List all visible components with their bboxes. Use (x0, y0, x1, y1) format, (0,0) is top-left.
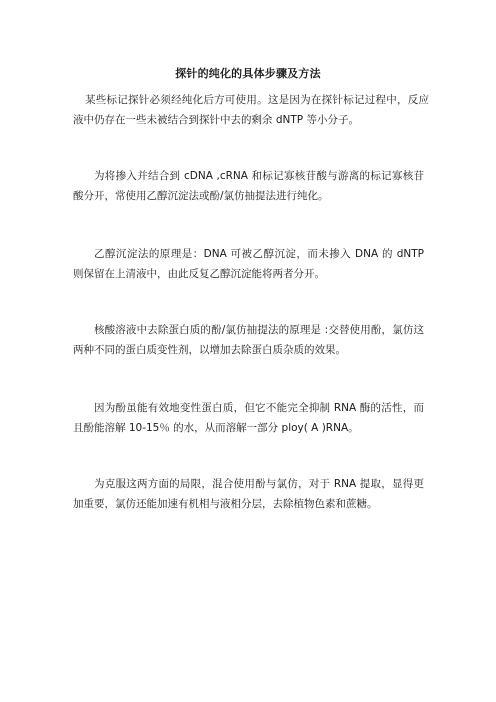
paragraph-6: 为克服这两方面的局限，混合使用酚与氯仿，对于 RNA 提取，显得更加重要，氯仿还能加速有机相与液相分层，去除植物色素和蔗糖。 (73, 478, 424, 510)
paragraph-1: 某些标记探针必须经纯化后方可使用。这是因为在探针标记过程中，反应液中仍存在一些未被结合到探针中去的剩余 dNTP 等小分子。 (73, 94, 429, 126)
paragraph-3: 乙醇沉淀法的原理是：DNA 可被乙醇沉淀，而未掺入 DNA 的 dNTP 则保留在上清液中，由此反复乙醇沉淀能将两者分开。 (73, 248, 424, 280)
document-title: 探针的纯化的具体步骤及方法 (175, 67, 321, 80)
paragraph-4: 核酸溶液中去除蛋白质的酚/氯仿抽提法的原理是 :交替使用酚，氯仿这两种不同的蛋白质变性剂，以增加去除蛋白质杂质的效果。 (73, 324, 424, 356)
paragraph-2: 为将掺入并结合到 cDNA ,cRNA 和标记寡核苷酸与游离的标记寡核苷酸分开，常使用乙醇沉淀法或酚/氯仿抽提法进行纯化。 (73, 170, 424, 202)
paragraph-5: 因为酚虽能有效地变性蛋白质，但它不能完全抑制 RNA 酶的活性，而且酚能溶解 10-15％ 的水，从而溶解一部分 ploy( A )RNA。 (73, 402, 424, 434)
